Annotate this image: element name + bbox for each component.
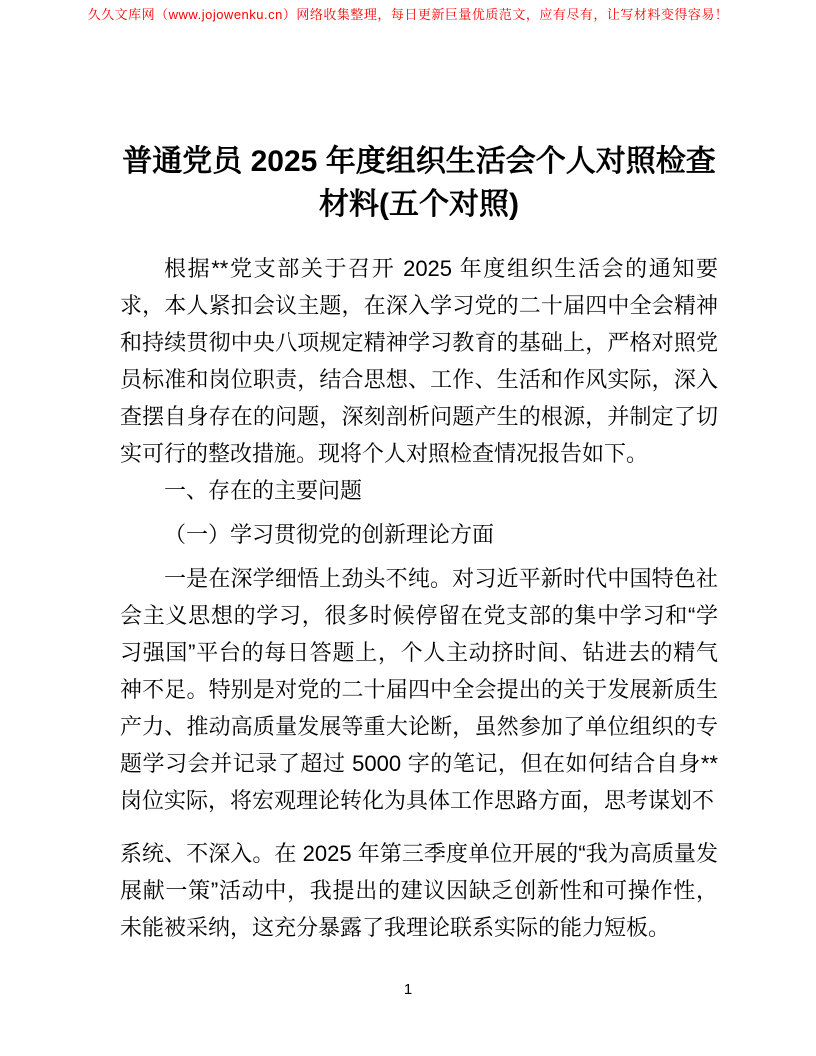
document-title: 普通党员 2025 年度组织生活会个人对照检查材料(五个对照) xyxy=(122,145,716,221)
subsection-heading-theory-study: （一）学习贯彻党的创新理论方面 xyxy=(164,522,495,547)
paragraph-problem-one: 一是在深学细悟上劲头不纯。对习近平新时代中国特色社会主义思想的学习，很多时候停留在党支部的集中学习和“学习强国”平台的每日答题上，个人主动挤时间、钻进去的精气神不足。特别是对党的二十届四中全会提出的关于发展新质生产力、推动高质量发展等重大论断，虽然参加了单位组织的专题学习会并记录了超过 5000 字的笔记，但在如何结合自身**岗位实际，将宏观理论转化为具体工作思路方面，思考谋划不 xyxy=(120,566,718,813)
section-heading-main-problems: 一、存在的主要问题 xyxy=(164,478,363,503)
page-number: 1 xyxy=(403,981,413,998)
paragraph-problem-one-continued: 系统、不深入。在 2025 年第三季度单位开展的“我为高质量发展献一策”活动中，我提出的建议因缺乏创新性和可操作性，未能被采纳，这充分暴露了我理论联系实际的能力短板。 xyxy=(120,841,718,940)
document-content xyxy=(120,0,718,946)
site-notice-header: 久久文库网（www.jojowenku.cn）网络收集整理，每日更新巨量优质范文，应有尽有，让写材料变得容易！ xyxy=(87,7,729,22)
paragraph-intro: 根据**党支部关于召开 2025 年度组织生活会的通知要求，本人紧扣会议主题，在深入学习党的二十届四中全会精神和持续贯彻中央八项规定精神学习教育的基础上，严格对照党员标准和岗位职责，结合思想、工作、生活和作风实际，深入查摆自身存在的问题，深刻剖析问题产生的根源，并制定了切实可行的整改措施。现将个人对照检查情况报告如下。 xyxy=(120,256,718,466)
